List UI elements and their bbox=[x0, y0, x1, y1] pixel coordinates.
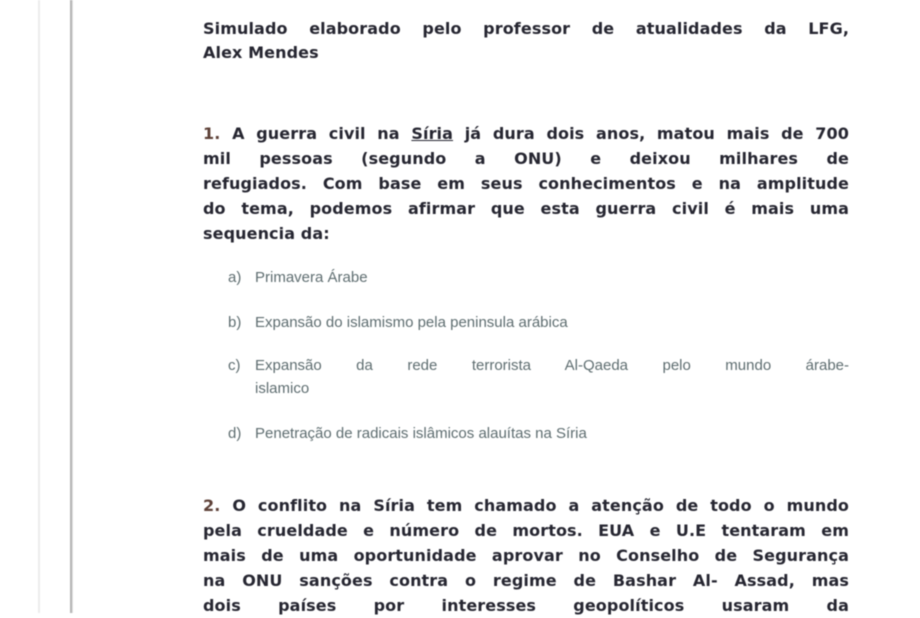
option-d bbox=[203, 422, 849, 445]
option-c bbox=[203, 354, 849, 400]
question-1-text-post: já dura dois anos, matou mais de 700 bbox=[453, 124, 849, 143]
option-c-marker: c) bbox=[228, 357, 241, 374]
question-2-text: O conflito na Síria tem chamado a atenção de todo o mundo bbox=[220, 496, 849, 515]
question-1-line-4: do tema, podemos afirmar que esta guerra civil é mais uma bbox=[203, 199, 849, 218]
option-c-text-line-2: islamico bbox=[255, 380, 310, 397]
question-1-line-1 bbox=[203, 121, 849, 146]
option-c-text bbox=[255, 354, 849, 400]
option-d-marker: d) bbox=[228, 425, 242, 442]
question-1 bbox=[203, 121, 849, 246]
question-1-number: 1. bbox=[203, 124, 221, 143]
option-c-text-line-1: Expansão da rede terrorista Al-Qaeda pelo mundo árabe- bbox=[255, 357, 849, 374]
option-a-text: Primavera Árabe bbox=[255, 269, 368, 286]
title-line-1: Simulado elaborado pelo professor de atualidades da LFG, bbox=[203, 19, 849, 38]
option-b-marker: b) bbox=[228, 314, 242, 331]
page-margin-line-inner bbox=[38, 0, 40, 613]
page-margin-line-outer bbox=[70, 0, 72, 613]
option-a bbox=[203, 266, 849, 289]
question-1-line-5: sequencia da: bbox=[203, 224, 330, 243]
option-b-text: Expansão do islamismo pela peninsula arábica bbox=[255, 314, 568, 331]
title-line-2: Alex Mendes bbox=[203, 43, 319, 62]
question-1-text-pre: A guerra civil na bbox=[220, 124, 412, 143]
question-2-line-4: na ONU sanções contra o regime de Bashar Al- Assad, mas bbox=[203, 571, 849, 590]
question-2-line-1 bbox=[203, 493, 849, 518]
option-b bbox=[203, 311, 849, 334]
question-2-line-3: mais de uma oportunidade aprovar no Conselho de Segurança bbox=[203, 546, 849, 565]
question-2-line-2: pela crueldade e número de mortos. EUA e U.E tentaram em bbox=[203, 521, 849, 540]
question-2-number: 2. bbox=[203, 496, 221, 515]
question-2 bbox=[203, 493, 849, 618]
option-a-marker: a) bbox=[228, 269, 242, 286]
question-2-line-5: dois países por interesses geopolíticos usaram da bbox=[203, 596, 849, 615]
question-1-line-3: refugiados. Com base em seus conhecimentos e na amplitude bbox=[203, 174, 849, 193]
question-1-line-2: mil pessoas (segundo a ONU) e deixou milhares de bbox=[203, 149, 849, 168]
document-title bbox=[203, 17, 849, 65]
document-content bbox=[203, 0, 849, 613]
option-d-text: Penetração de radicais islâmicos alauítas na Síria bbox=[255, 425, 587, 442]
question-1-underlined-word: Síria bbox=[411, 124, 454, 143]
